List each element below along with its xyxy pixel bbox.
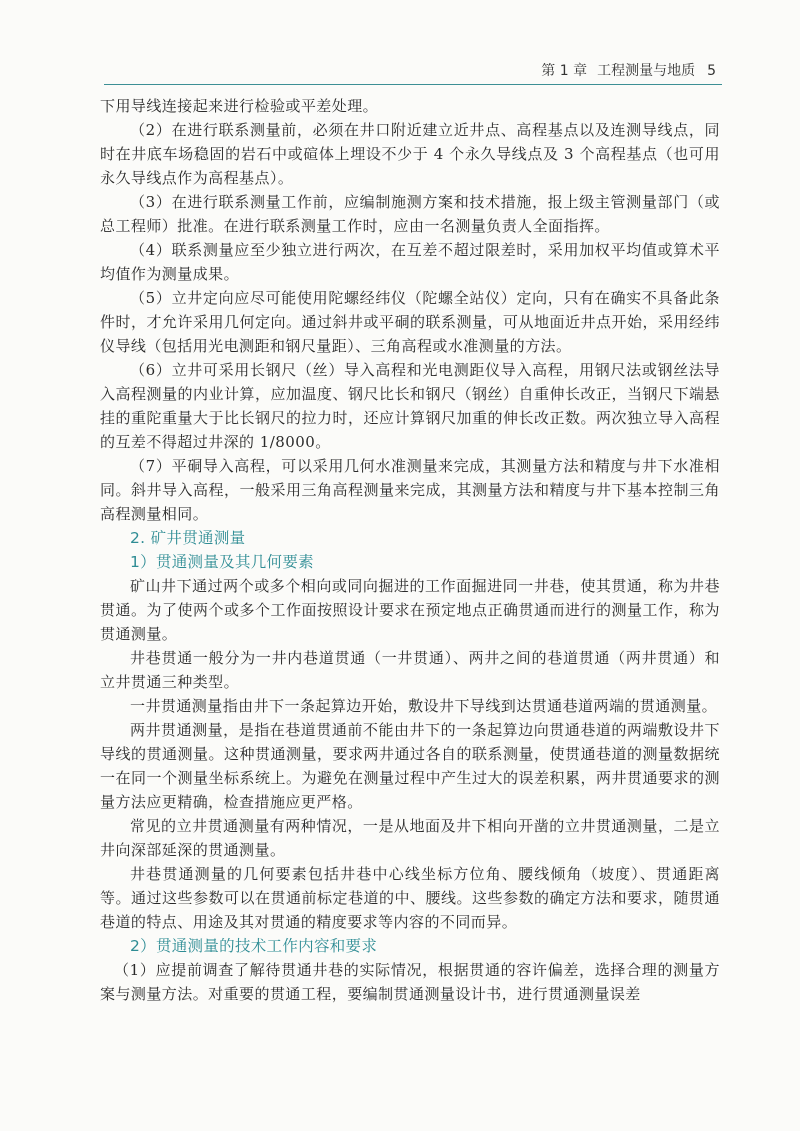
- subsection-heading: 1）贯通测量及其几何要素: [130, 553, 314, 571]
- paragraph: 井巷贯通测量的几何要素包括井巷中心线坐标方位角、腰线倾角（坡度）、贯通距离等。通过这些参数可以在贯通前标定巷道的中、腰线。这些参数的确定方法和要求，随贯通巷道的特点、用途及其对贯通的精度要求等内容的不同而异。: [100, 865, 720, 931]
- page-header: [104, 58, 722, 85]
- paragraph: （1）应提前调查了解待贯通井巷的实际情况，根据贯通的容许偏差，选择合理的测量方案与测量方法。对重要的贯通工程，要编制贯通测量设计书，进行贯通测量误差: [100, 961, 720, 1003]
- paragraph: 井巷贯通一般分为一井内巷道贯通（一井贯通）、两井之间的巷道贯通（两井贯通）和立井贯通三种类型。: [100, 649, 720, 691]
- chapter-number: 第 1 章: [541, 63, 588, 79]
- paragraph: （2）在进行联系测量前，必须在井口附近建立近井点、高程基点以及连测导线点，同时在井底车场稳固的岩石中或碹体上埋设不少于 4 个永久导线点及 3 个高程基点（也可用永久导线点作为高程基点）。: [100, 121, 720, 187]
- paragraph: 下用导线连接起来进行检验或平差处理。: [100, 97, 379, 115]
- paragraph: （7）平硐导入高程，可以采用几何水准测量来完成，其测量方法和精度与井下水准相同。斜井导入高程，一般采用三角高程测量来完成，其测量方法和精度与井下基本控制三角高程测量相同。: [100, 457, 720, 523]
- paragraph: 矿山井下通过两个或多个相向或同向掘进的工作面掘进同一井巷，使其贯通，称为井巷贯通。为了使两个或多个工作面按照设计要求在预定地点正确贯通而进行的测量工作，称为贯通测量。: [100, 577, 720, 643]
- paragraph: 常见的立井贯通测量有两种情况，一是从地面及井下相向开凿的立井贯通测量，二是立井向深部延深的贯通测量。: [100, 817, 720, 859]
- running-head: [541, 60, 716, 80]
- paragraph: 一井贯通测量指由井下一条起算边开始，敷设井下导线到达贯通巷道两端的贯通测量。: [130, 697, 718, 715]
- paragraph: （3）在进行联系测量工作前，应编制施测方案和技术措施，报上级主管测量部门（或总工程师）批准。在进行联系测量工作时，应由一名测量负责人全面指挥。: [100, 193, 720, 235]
- paragraph: （5）立井定向应尽可能使用陀螺经纬仪（陀螺全站仪）定向，只有在确实不具备此条件时，才允许采用几何定向。通过斜井或平硐的联系测量，可从地面近井点开始，采用经纬仪导线（包括用光电测距和钢尺量距）、三角高程或水准测量的方法。: [100, 289, 720, 355]
- paragraph: （4）联系测量应至少独立进行两次，在互差不超过限差时，采用加权平均值或算术平均值作为测量成果。: [100, 241, 720, 283]
- page-number: 5: [707, 63, 716, 79]
- chapter-title: 工程测量与地质: [597, 63, 696, 79]
- section-heading: 2. 矿井贯通测量: [130, 529, 246, 547]
- paragraph: 两井贯通测量，是指在巷道贯通前不能由井下的一条起算边向贯通巷道的两端敷设井下导线的贯通测量。这种贯通测量，要求两井通过各自的联系测量，使贯通巷道的测量数据统一在同一个测量坐标系统上。为避免在测量过程中产生过大的误差积累，两井贯通要求的测量方法应更精确，检查措施应更严格。: [100, 721, 720, 811]
- page-body: [100, 94, 720, 1006]
- subsection-heading: 2）贯通测量的技术工作内容和要求: [130, 937, 378, 955]
- paragraph: （6）立井可采用长钢尺（丝）导入高程和光电测距仪导入高程，用钢尺法或钢丝法导入高程测量的内业计算，应加温度、钢尺比长和钢尺（钢丝）自重伸长改正，当钢尺下端悬挂的重陀重量大于比长钢尺的拉力时，还应计算钢尺加重的伸长改正数。两次独立导入高程的互差不得超过井深的 1/8000。: [100, 361, 720, 451]
